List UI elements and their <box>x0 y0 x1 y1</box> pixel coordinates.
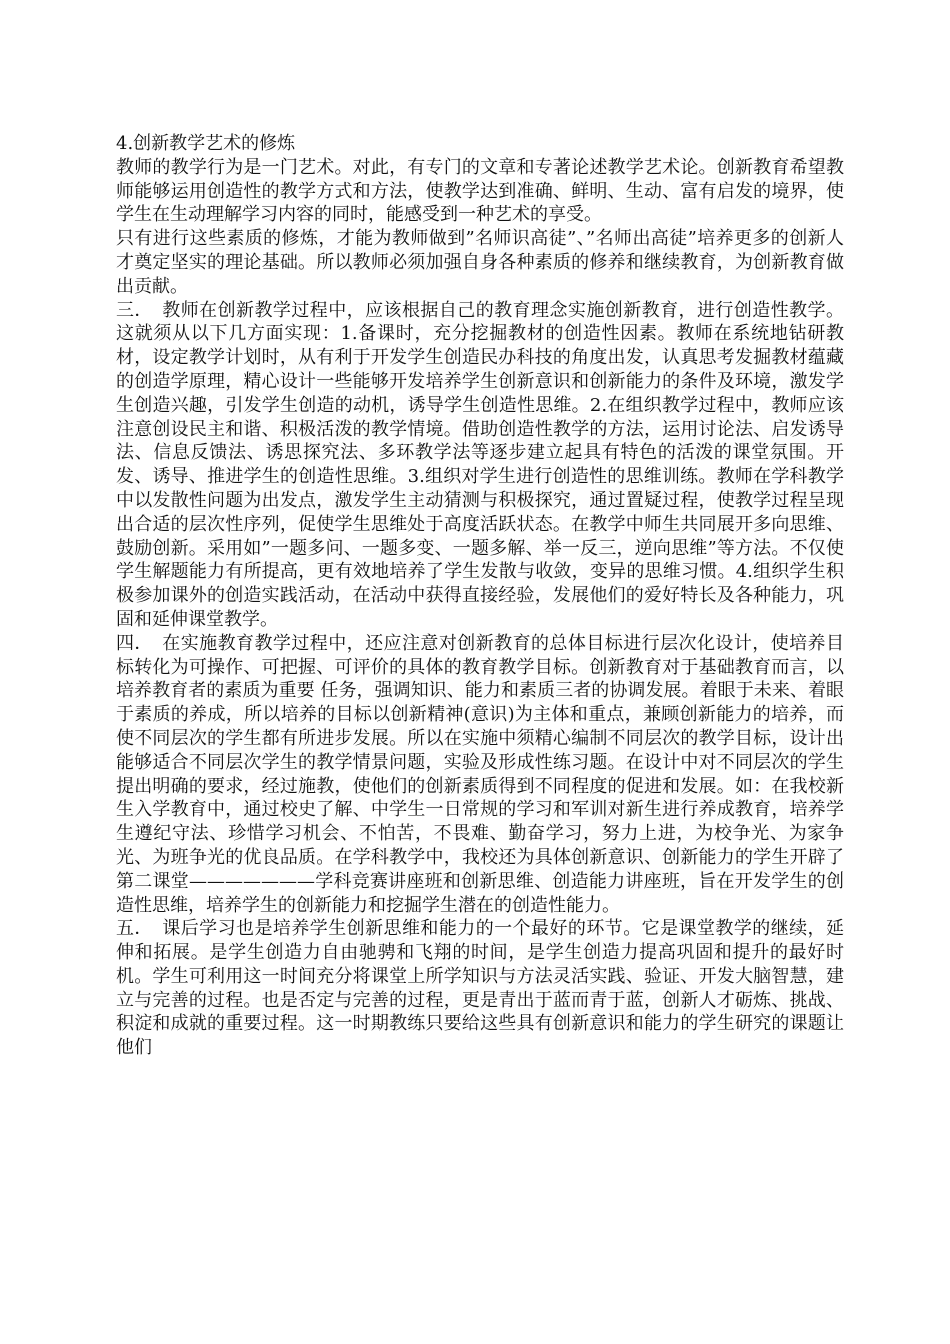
paragraph-teaching-art: 教师的教学行为是一门艺术。对此，有专门的文章和专著论述教学艺术论。创新教育希望教师能够运用创造性的教学方式和方法，使教学达到准确、鲜明、生动、富有启发的境界，使学生在生动理解学习内容的同时，能感受到一种艺术的享受。 <box>116 156 844 226</box>
document-body <box>116 132 844 1060</box>
paragraph-section-five: 五． 课后学习也是培养学生创新思维和能力的一个最好的环节。它是课堂教学的继续，延伸和拓展。是学生创造力自由驰骋和飞翔的时间，是学生创造力提高巩固和提升的最好时机。学生可利用这一时间充分将课堂上所学知识与方法灵活实践、验证、开发大脑智慧，建立与完善的过程。也是否定与完善的过程，更是青出于蓝而青于蓝，创新人才砺炼、挑战、积淀和成就的重要过程。这一时期教练只要给这些具有创新意识和能力的学生研究的课题让他们 <box>116 918 844 1059</box>
paragraph-section-four: 四． 在实施教育教学过程中，还应注意对创新教育的总体目标进行层次化设计，使培养目标转化为可操作、可把握、可评价的具体的教育教学目标。创新教育对于基础教育而言，以培养教育者的素质为重要 任务，强调知识、能力和素质三者的协调发展。着眼于未来、着眼于素质的养成，所以培养的目标以创新精神(意识)为主体和重点，兼顾创新能力的培养，而使不同层次的学生都有所进步发展。所以在实施中须精心编制不同层次的教学目标，设计出能够适合不同层次学生的教学情景问题，实验及形成性练习题。在设计中对不同层次的学生提出明确的要求，经过施教，使他们的创新素质得到不同程度的促进和发展。如：在我校新生入学教育中，通过校史了解、中学生一日常规的学习和军训对新生进行养成教育，培养学生遵纪守法、珍惜学习机会、不怕苦，不畏难、勤奋学习，努力上进，为校争光、为家争光、为班争光的优良品质。在学科教学中，我校还为具体创新意识、创新能力的学生开辟了第二课堂———————学科竞赛讲座班和创新思维、创造能力讲座班，旨在开发学生的创造性思维，培养学生的创新能力和挖掘学生潜在的创造性能力。 <box>116 632 844 916</box>
section-heading-teaching-art: 4.创新教学艺术的修炼 <box>116 133 296 154</box>
paragraph-quality-cultivation: 只有进行这些素质的修炼，才能为教师做到”名师识高徒”、”名师出高徒”培养更多的创新人才奠定坚实的理论基础。所以教师必须加强自身各种素质的修养和继续教育，为创新教育做出贡献。 <box>116 228 844 297</box>
paragraph-section-three: 三． 教师在创新教学过程中，应该根据自己的教育理念实施创新教育，进行创造性教学。这就须从以下几方面实现：1.备课时，充分挖掘教材的创造性因素。教师在系统地钻研教材，设定教学计划时，从有利于开发学生创造民办科技的角度出发，认真思考发掘教材蕴藏的创造学原理，精心设计一些能够开发培养学生创新意识和创新能力的条件及环境，激发学生创造兴趣，引发学生创造的动机，诱导学生创造性思维。2.在组织教学过程中，教师应该注意创设民主和谐、积极活泼的教学情境。借助创造性教学的方法，运用讨论法、启发诱导法、信息反馈法、诱思探究法、多环教学法等逐步建立起具有特色的活泼的课堂氛围。开发、诱导、推进学生的创造性思维。3.组织对学生进行创造性的思维训练。教师在学科教学中以发散性问题为出发点，激发学生主动猜测与积极探究，通过置疑过程，使教学过程呈现出合适的层次性序列，促使学生思维处于高度活跃状态。在教学中师生共同展开多向思维、鼓励创新。采用如”一题多问、一题多变、一题多解、举一反三，逆向思维”等方法。不仅使学生解题能力有所提高，更有效地培养了学生发散与收敛，变异的思维习惯。4.组织学生积极参加课外的创造实践活动，在活动中获得直接经验，发展他们的爱好特长及各种能力，巩固和延伸课堂教学。 <box>116 299 844 630</box>
